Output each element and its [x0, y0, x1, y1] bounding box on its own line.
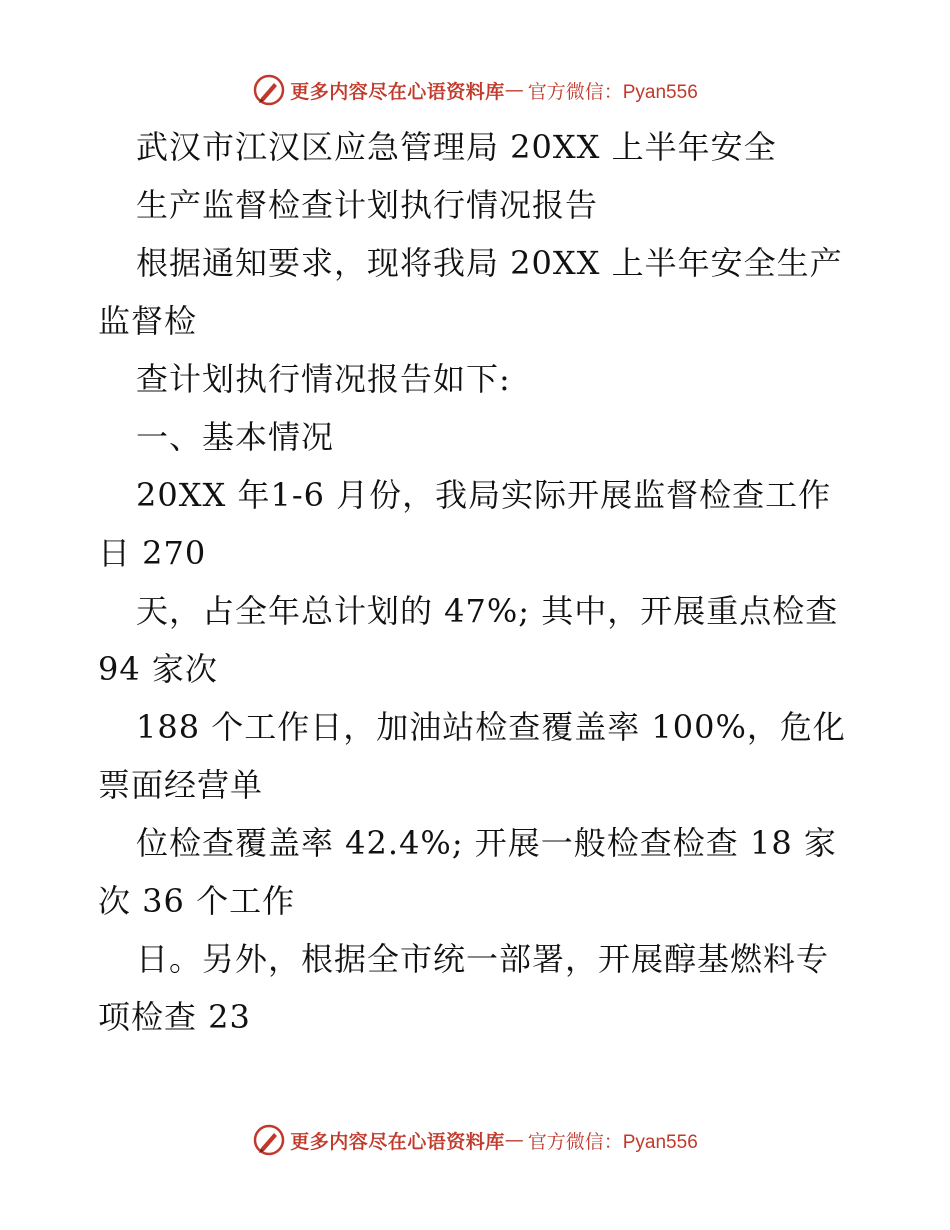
- header-banner: [0, 70, 950, 110]
- doc-line: 票面经营单: [98, 766, 264, 804]
- doc-line: 天，占全年总计划的 47%; 其中，开展重点检查: [136, 592, 839, 630]
- doc-line: 查计划执行情况报告如下:: [136, 360, 511, 398]
- banner-dash: —: [504, 79, 524, 101]
- doc-line: 监督检: [98, 302, 198, 340]
- pen-logo-icon: [252, 73, 286, 107]
- doc-line: 20XX 年1-6 月份，我局实际开展监督检查工作: [136, 476, 832, 514]
- banner-wechat: 官方微信：Pyan556: [527, 81, 698, 103]
- footer-banner: [0, 1120, 950, 1160]
- document-body: [98, 118, 858, 1046]
- banner-dash: —: [504, 1129, 524, 1151]
- banner-text: 更多内容尽在心语资料库: [290, 80, 505, 103]
- doc-line: 一、基本情况: [136, 418, 335, 456]
- doc-line: 项检查 23: [98, 998, 251, 1036]
- doc-line: 武汉市江汉区应急管理局 20XX 上半年安全: [136, 128, 777, 166]
- doc-line: 日。另外，根据全市统一部署，开展醇基燃料专: [136, 940, 830, 978]
- doc-line: 位检查覆盖率 42.4%; 开展一般检查检查 18 家: [136, 824, 837, 862]
- pen-logo-icon: [252, 1123, 286, 1157]
- doc-line: 188 个工作日，加油站检查覆盖率 100%，危化: [136, 708, 846, 746]
- doc-line: 次 36 个工作: [98, 882, 296, 920]
- banner-text: 更多内容尽在心语资料库: [290, 1130, 505, 1153]
- doc-line: 日 270: [98, 534, 207, 572]
- banner-wechat: 官方微信：Pyan556: [527, 1131, 698, 1153]
- doc-line: 生产监督检查计划执行情况报告: [136, 186, 599, 224]
- doc-line: 94 家次: [98, 650, 218, 688]
- doc-line: 根据通知要求，现将我局 20XX 上半年安全生产: [136, 244, 843, 282]
